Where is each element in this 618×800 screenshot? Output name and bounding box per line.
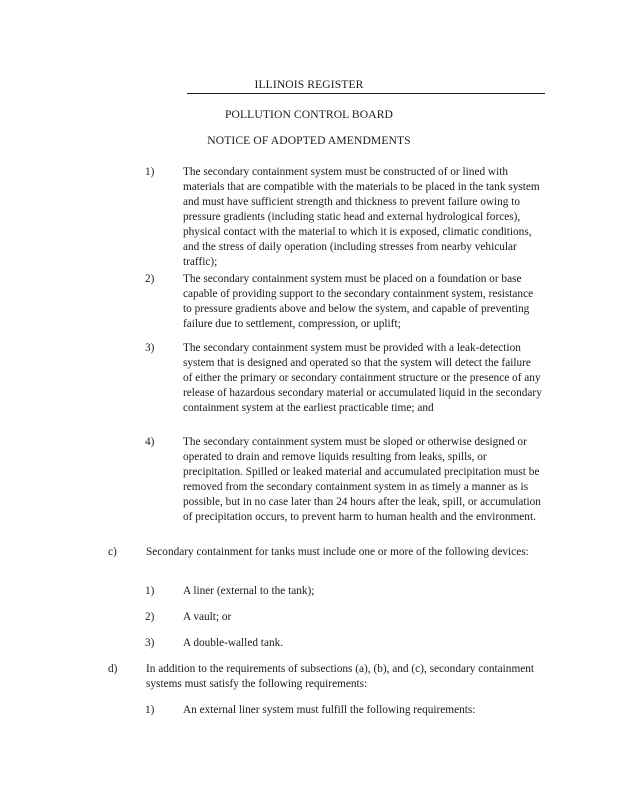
item-number: 2) [145, 611, 155, 623]
notice-title: NOTICE OF ADOPTED AMENDMENTS [207, 134, 411, 147]
item-number: 3) [145, 637, 155, 649]
subsection-letter: d) [108, 663, 118, 675]
item-text: The secondary containment system must be sloped or otherwise designed or operated to drain and remove liquids resulting from leaks, spills, or precipitation. Spilled or leaked material and accumulated precipitation must be removed from the secondary containment system in as timely a manner as is possible, but in no case later than 24 hours after the leak, spill, or accumulation of precipitation occurs, to prevent harm to human health and the environment. [183, 436, 541, 523]
item-text: The secondary containment system must be placed on a foundation or base capable of providing support to the secondary containment system, resistance to pressure gradients above and below the system, and capable of preventing failure due to settlement, compression, or uplift; [183, 273, 534, 330]
item-number: 4) [145, 436, 155, 448]
subsection-text: Secondary containment for tanks must include one or more of the following devices: [146, 546, 529, 558]
item-text: A vault; or [183, 611, 232, 623]
item-number: 2) [145, 273, 155, 285]
register-title: ILLINOIS REGISTER [254, 78, 364, 91]
subsection-text: In addition to the requirements of subsections (a), (b), and (c), secondary containment systems must satisfy the following requirements: [146, 663, 535, 690]
subsection-letter: c) [108, 546, 117, 558]
item-text: The secondary containment system must be provided with a leak-detection system that is designed and operated so that the system will detect the failure of either the primary or secondary containment structure or the presence of any release of hazardous secondary material or accumulated liquid in the secondary containment system at the earliest practicable time; and [183, 342, 542, 414]
board-title: POLLUTION CONTROL BOARD [224, 108, 394, 121]
item-text: The secondary containment system must be constructed of or lined with materials that are compatible with the materials to be placed in the tank system and must have sufficient strength and thickness to prevent failure owing to pressure gradients (including static head and external hydrological forces), physical contact with the material to which it is exposed, climatic conditions, and the stress of daily operation (including stresses from nearby vehicular traffic); [183, 166, 540, 268]
item-text: An external liner system must fulfill the following requirements: [183, 704, 476, 716]
item-text: A liner (external to the tank); [183, 585, 315, 597]
item-number: 3) [145, 342, 155, 354]
item-text: A double-walled tank. [183, 637, 284, 649]
header-rule [187, 93, 545, 94]
item-number: 1) [145, 704, 155, 716]
item-number: 1) [145, 166, 155, 178]
item-number: 1) [145, 585, 155, 597]
